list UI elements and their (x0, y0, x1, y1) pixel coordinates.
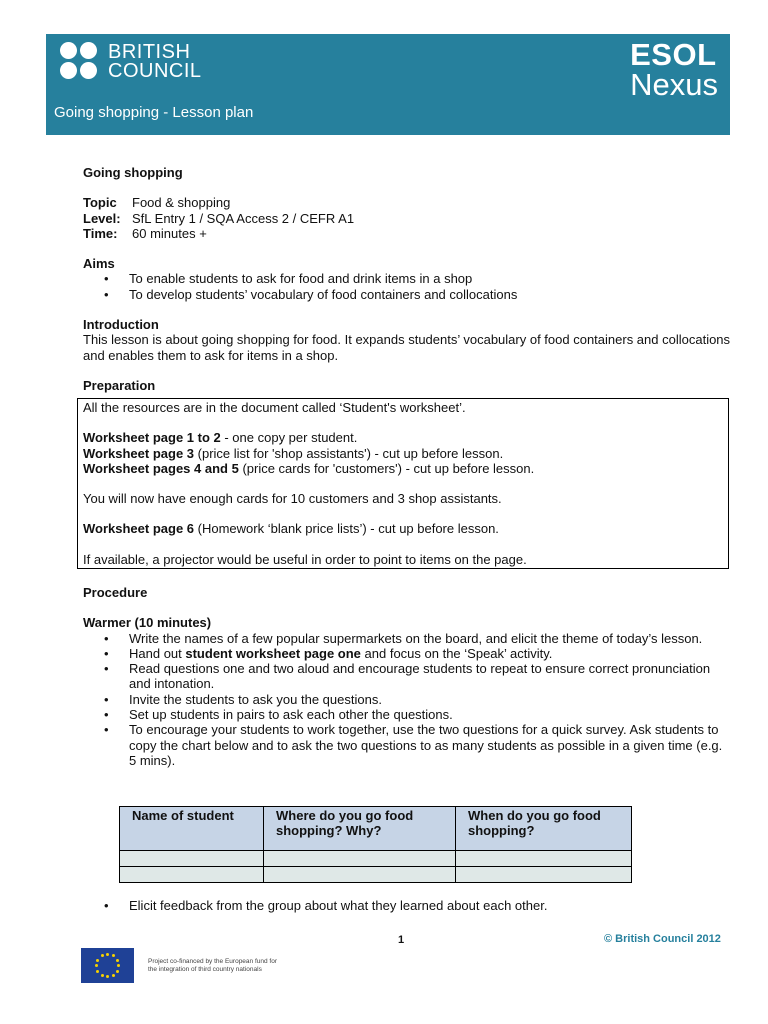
banner-subtitle: Going shopping - Lesson plan (54, 104, 254, 121)
table-header-cell: Name of student (120, 807, 264, 851)
prep-ws1: Worksheet page 1 to 2 - one copy per student. (83, 430, 358, 446)
eu-star-icon (106, 953, 109, 956)
survey-table (119, 806, 632, 883)
topic-label: Topic (83, 195, 117, 211)
page-number: 1 (398, 934, 405, 946)
eu-star-icon (116, 970, 119, 973)
warmer-item: • Set up students in pairs to ask each other the questions. (83, 707, 731, 722)
time-value: 60 minutes + (132, 225, 207, 241)
warmer-item: • To encourage your students to work together, use the two questions for a quick survey. Ask students to copy the chart below and to ask the two questions to as many students as possible in a given time (e.g. 5 mins). (83, 722, 731, 768)
procedure-section (83, 585, 731, 768)
logo-line-2: COUNCIL (108, 60, 202, 82)
eu-star-icon (95, 964, 98, 967)
eu-star-icon (101, 974, 104, 977)
eu-flag-icon (81, 948, 134, 983)
esol-logo-line-1: ESOL (630, 37, 717, 72)
introduction-text: This lesson is about going shopping for food. It expands students’ vocabulary of food containers and collocations and enables them to ask for items in a shop. (83, 332, 731, 363)
topic-value: Food & shopping (132, 195, 231, 211)
table-header-cell: Where do you go food shopping? Why? (264, 807, 456, 851)
topic-row (83, 195, 731, 210)
warmer-list (83, 631, 731, 769)
prep-resources-line: All the resources are in the document called ‘Student's worksheet’. (83, 400, 466, 415)
eu-funding-text: Project co-financed by the European fund for the integration of third country nationals (148, 958, 277, 973)
eu-star-icon (112, 974, 115, 977)
table-row (120, 851, 632, 867)
page-title: Going shopping (83, 165, 183, 180)
table-header-row (120, 807, 632, 851)
aims-item: • To develop students’ vocabulary of food containers and collocations (83, 287, 731, 302)
warmer-item: • Write the names of a few popular supermarkets on the board, and elicit the theme of today’s lesson. (83, 631, 731, 646)
prep-ws3: Worksheet page 3 (price list for 'shop assistants') - cut up before lesson. (83, 445, 504, 461)
level-row (83, 211, 731, 226)
header-banner (46, 34, 730, 135)
copyright-text: © British Council 2012 (604, 933, 721, 945)
time-row (83, 226, 731, 241)
prep-cards-line: You will now have enough cards for 10 customers and 3 shop assistants. (83, 491, 502, 507)
eu-star-icon (101, 954, 104, 957)
level-value: SfL Entry 1 / SQA Access 2 / CEFR A1 (132, 210, 355, 226)
british-council-logo (60, 42, 202, 82)
introduction-heading: Introduction (83, 317, 159, 333)
warmer-item: • Invite the students to ask you the questions. (83, 692, 731, 707)
logo-line-1: BRITISH (108, 41, 191, 63)
prep-projector-line: If available, a projector would be useful in order to point to items on the page. (83, 551, 527, 567)
lesson-intro-section (83, 165, 731, 393)
eu-star-icon (117, 964, 120, 967)
procedure-heading: Procedure (83, 585, 148, 600)
esol-logo-line-2: Nexus (630, 67, 718, 102)
feedback-section (83, 898, 731, 913)
eu-star-icon (106, 975, 109, 978)
prep-ws6: Worksheet page 6 (Homework ‘blank price lists’) - cut up before lesson. (83, 521, 499, 537)
level-label: Level: (83, 210, 121, 226)
aims-list (83, 271, 731, 302)
prep-ws45: Worksheet pages 4 and 5 (price cards for 'customers') - cut up before lesson. (83, 460, 535, 476)
esol-nexus-logo (630, 37, 718, 102)
warmer-item: • Hand out student worksheet page one and focus on the ‘Speak’ activity. (83, 646, 731, 661)
warmer-item: • Elicit feedback from the group about what they learned about each other. (83, 898, 731, 913)
preparation-heading: Preparation (83, 377, 156, 393)
time-label: Time: (83, 225, 118, 241)
aims-heading: Aims (83, 256, 115, 272)
eu-star-icon (96, 959, 99, 962)
eu-star-icon (112, 954, 115, 957)
eu-star-icon (96, 970, 99, 973)
aims-item: • To enable students to ask for food and drink items in a shop (83, 271, 731, 286)
table-header-cell: When do you go food shopping? (456, 807, 632, 851)
warmer-item: • Read questions one and two aloud and encourage students to repeat to ensure correct pronunciation and intonation. (83, 661, 731, 692)
warmer-heading: Warmer (10 minutes) (83, 615, 212, 631)
table-row (120, 867, 632, 883)
eu-star-icon (116, 959, 119, 962)
preparation-box (77, 398, 729, 569)
british-council-dots-icon (60, 42, 100, 82)
